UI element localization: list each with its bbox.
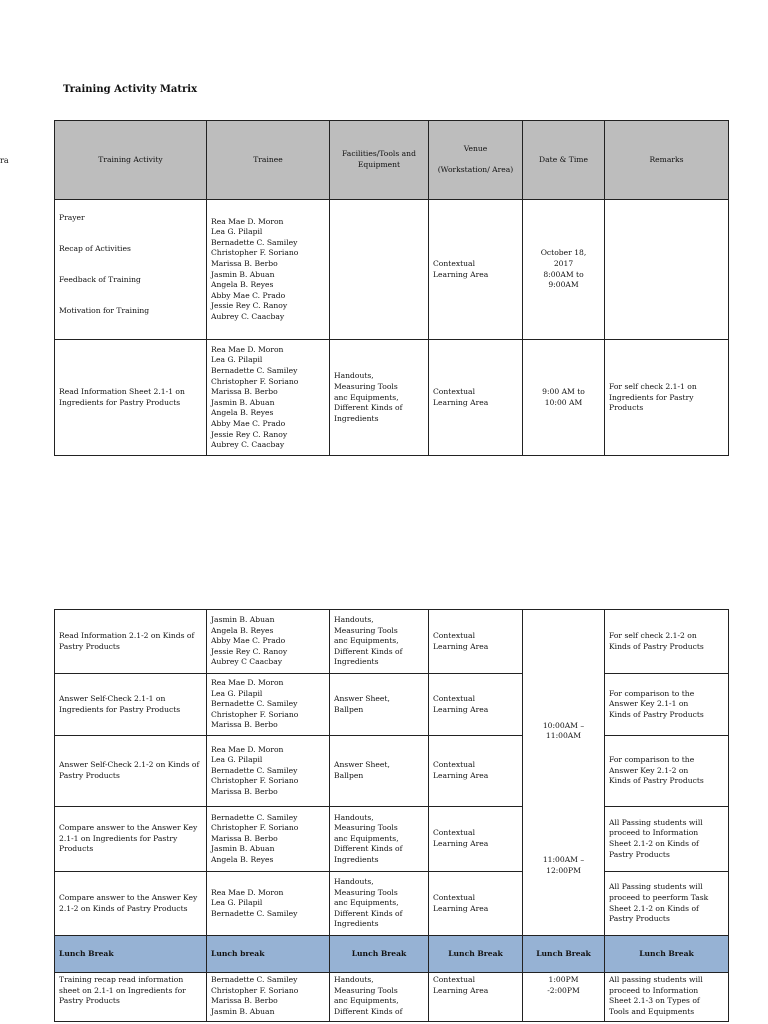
venue-cell: Contextual Learning Area (429, 340, 523, 456)
venue-cell: Contextual Learning Area (429, 200, 523, 340)
activity-item: Motivation for Training (59, 306, 150, 316)
facilities-cell (330, 200, 429, 340)
date-time-cell: October 18, 2017 8:00AM to 9:00AM (523, 200, 605, 340)
table-row (55, 674, 729, 736)
venue-cell: Contextual Learning Area (429, 610, 523, 674)
header-date-time: Date & Time (523, 121, 605, 200)
activity-cell (55, 200, 207, 340)
date-time-cell (523, 610, 605, 936)
table-row (55, 736, 729, 807)
trainee-cell: Bernadette C. Samiley Christopher F. Soriano Marissa B. Berbo Jasmin B. Abuan Angela B. Reyes (207, 807, 330, 872)
venue-cell: Contextual Learning Area (429, 872, 523, 936)
lunch-break-cell: Lunch Break (429, 936, 523, 973)
time-slot-1: 10:00AM – 11:00AM (542, 720, 585, 741)
table-row (55, 872, 729, 936)
trainee-cell: Rea Mae D. Moron Lea G. Pilapil Bernadette C. Samiley Christopher F. Soriano Marissa B. Berbo (207, 736, 330, 807)
facilities-cell: Answer Sheet, Ballpen (330, 736, 429, 807)
time-slot-2: 11:00AM – 12:00PM (542, 854, 585, 875)
table-row (55, 610, 729, 674)
table-row (55, 807, 729, 872)
lunch-break-cell: Lunch break (207, 936, 330, 973)
header-row (55, 121, 729, 200)
remarks-cell (605, 200, 729, 340)
facilities-cell: Handouts, Measuring Tools anc Equipments, Different Kinds of Ingredients (330, 807, 429, 872)
activity-cell: Compare answer to the Answer Key 2.1-2 on Kinds of Pastry Products (55, 872, 207, 936)
header-facilities: Facilities/Tools and Equipment (330, 121, 429, 200)
lunch-break-row (55, 936, 729, 973)
trainee-cell: Jasmin B. Abuan Angela B. Reyes Abby Mae C. Prado Jessie Rey C. Ranoy Aubrey C Caacbay (207, 610, 330, 674)
activity-cell: Read Information 2.1-2 on Kinds of Pastry Products (55, 610, 207, 674)
activity-item: Recap of Activities (59, 243, 131, 253)
training-matrix-table-page2 (54, 609, 729, 1022)
facilities-cell: Handouts, Measuring Tools anc Equipments, Different Kinds of Ingredients (330, 340, 429, 456)
activity-item: Prayer (59, 212, 85, 222)
table-row (55, 200, 729, 340)
header-venue: Venue (Workstation/ Area) (429, 121, 523, 200)
trainee-cell: Rea Mae D. Moron Lea G. Pilapil Bernadette C. Samiley (207, 872, 330, 936)
header-trainee: Trainee (207, 121, 330, 200)
remarks-cell: For self check 2.1-2 on Kinds of Pastry Products (605, 610, 729, 674)
table-row (55, 973, 729, 1022)
activity-cell: Answer Self-Check 2.1-1 on Ingredients for Pastry Products (55, 674, 207, 736)
date-time-cell: 1:00PM -2:00PM (523, 973, 605, 1022)
facilities-cell: Handouts, Measuring Tools anc Equipments, Different Kinds of (330, 973, 429, 1022)
trainee-cell: Rea Mae D. Moron Lea G. Pilapil Bernadette C. Samiley Christopher F. Soriano Marissa B. Berbo (207, 674, 330, 736)
date-time-cell: 9:00 AM to 10:00 AM (523, 340, 605, 456)
venue-cell: Contextual Learning Area (429, 807, 523, 872)
facilities-cell: Handouts, Measuring Tools anc Equipments, Different Kinds of Ingredients (330, 610, 429, 674)
activity-cell: Answer Self-Check 2.1-2 on Kinds of Pastry Products (55, 736, 207, 807)
trainee-cell: Rea Mae D. Moron Lea G. Pilapil Bernadette C. Samiley Christopher F. Soriano Marissa B. Berbo Jasmin B. Abuan Angela B. Reyes Abby Mae C. Prado Jessie Rey C. Ranoy Aubrey C. Caacbay (207, 340, 330, 456)
remarks-cell: All Passing students will proceed to Information Sheet 2.1-2 on Kinds of Pastry Products (605, 807, 729, 872)
facilities-cell: Handouts, Measuring Tools anc Equipments, Different Kinds of Ingredients (330, 872, 429, 936)
cut-off-margin-text: ra (0, 156, 9, 165)
venue-cell: Contextual Learning Area (429, 973, 523, 1022)
lunch-break-cell: Lunch Break (330, 936, 429, 973)
header-remarks: Remarks (605, 121, 729, 200)
facilities-cell: Answer Sheet, Ballpen (330, 674, 429, 736)
lunch-break-cell: Lunch Break (523, 936, 605, 973)
lunch-break-cell: Lunch Break (605, 936, 729, 973)
activity-cell: Training recap read information sheet on 2.1-1 on Ingredients for Pastry Products (55, 973, 207, 1022)
lunch-break-cell: Lunch Break (55, 936, 207, 973)
remarks-cell: All passing students will proceed to Information Sheet 2.1-3 on Types of Tools and Equipments (605, 973, 729, 1022)
venue-cell: Contextual Learning Area (429, 674, 523, 736)
header-training-activity: Training Activity (55, 121, 207, 200)
remarks-cell: For self check 2.1-1 on Ingredients for Pastry Products (605, 340, 729, 456)
remarks-cell: All Passing students will proceed to peerform Task Sheet 2.1-2 on Kinds of Pastry Products (605, 872, 729, 936)
remarks-cell: For comparison to the Answer Key 2.1-1 on Kinds of Pastry Products (605, 674, 729, 736)
trainee-cell: Bernadette C. Samiley Christopher F. Soriano Marissa B. Berbo Jasmin B. Abuan (207, 973, 330, 1022)
venue-cell: Contextual Learning Area (429, 736, 523, 807)
trainee-cell: Rea Mae D. Moron Lea G. Pilapil Bernadette C. Samiley Christopher F. Soriano Marissa B. Berbo Jasmin B. Abuan Angela B. Reyes Abby Mae C. Prado Jessie Rey C. Ranoy Aubrey C. Caacbay (207, 200, 330, 340)
document-title: Training Activity Matrix (63, 84, 198, 95)
remarks-cell: For comparison to the Answer Key 2.1-2 on Kinds of Pastry Products (605, 736, 729, 807)
activity-cell: Compare answer to the Answer Key 2.1-1 on Ingredients for Pastry Products (55, 807, 207, 872)
activity-cell: Read Information Sheet 2.1-1 on Ingredients for Pastry Products (55, 340, 207, 456)
activity-item: Feedback of Training (59, 274, 141, 284)
training-matrix-table-page1 (54, 120, 729, 456)
table-row (55, 340, 729, 456)
